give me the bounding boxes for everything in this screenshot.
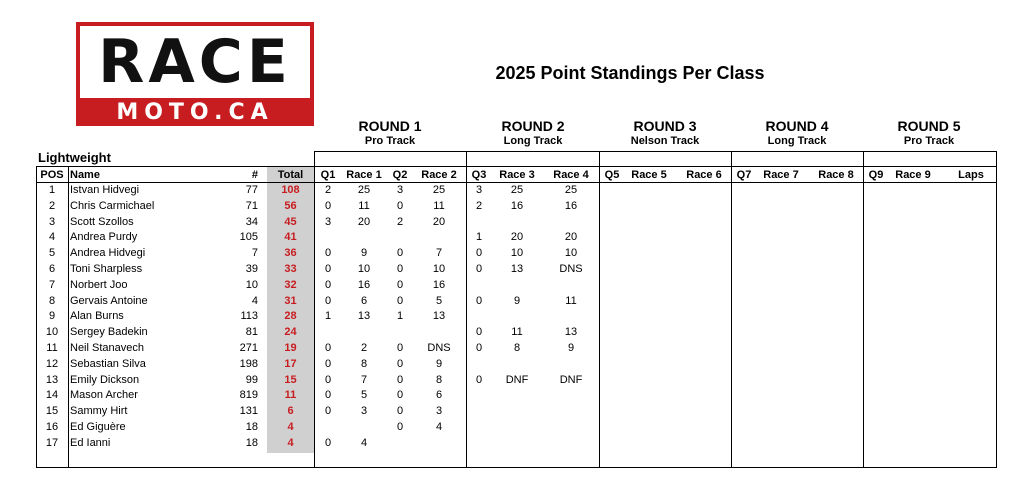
cell-total: 28 — [284, 310, 297, 323]
column-header: Laps — [958, 169, 984, 181]
cell-num: 18 — [245, 421, 258, 433]
cell-name: Sebastian Silva — [70, 357, 146, 370]
cell-q2: 0 — [396, 247, 404, 260]
cell-r1: 20 — [357, 215, 371, 228]
cell-total: 11 — [284, 389, 297, 402]
column-header: Race 4 — [553, 169, 589, 181]
cell-pos: 8 — [48, 294, 56, 307]
cell-r2: 7 — [435, 247, 443, 260]
cell-pos: 3 — [48, 215, 56, 228]
cell-total: 32 — [284, 278, 297, 291]
cell-r1: 2 — [360, 342, 368, 354]
round-track: Long Track — [503, 135, 563, 147]
cell-pos: 2 — [48, 199, 56, 212]
column-header: Race 6 — [686, 169, 722, 181]
cell-r1: 13 — [357, 310, 371, 323]
cell-r3: 13 — [510, 263, 524, 275]
cell-q1: 0 — [324, 373, 332, 386]
cell-r3: 10 — [510, 247, 524, 260]
cell-q1: 0 — [324, 199, 332, 212]
column-header: Q1 — [320, 169, 336, 181]
cell-r4: 25 — [564, 184, 578, 196]
cell-num: 4 — [251, 294, 258, 307]
round-label: ROUND 3 — [633, 118, 697, 134]
cell-num: 113 — [240, 310, 258, 323]
round-header — [859, 118, 999, 152]
cell-q1: 1 — [324, 310, 332, 323]
round-label: ROUND 5 — [897, 118, 961, 134]
cell-r3: 25 — [510, 184, 524, 196]
round-underline — [314, 151, 996, 152]
cell-name: Andrea Purdy — [70, 231, 138, 244]
round-divider — [731, 151, 732, 468]
cell-name: Mason Archer — [70, 389, 138, 402]
round-header — [727, 118, 867, 152]
column-header: Q7 — [736, 169, 752, 181]
cell-name: Sergey Badekin — [70, 326, 148, 339]
cell-r2: DNS — [427, 342, 451, 354]
cell-r2: 9 — [435, 357, 443, 370]
cell-q1: 0 — [324, 405, 332, 418]
cell-name: Scott Szollos — [70, 215, 134, 228]
column-header: Q2 — [392, 169, 408, 181]
cell-pos: 17 — [45, 436, 59, 449]
cell-q1: 0 — [324, 278, 332, 291]
cell-num: 18 — [245, 436, 258, 449]
cell-q2: 1 — [396, 310, 404, 323]
cell-q1: 0 — [324, 342, 332, 354]
cell-total: 6 — [287, 405, 294, 418]
page-title: 2025 Point Standings Per Class — [495, 63, 765, 83]
cell-pos: 12 — [45, 357, 59, 370]
cell-r1: 8 — [360, 357, 368, 370]
cell-q2: 0 — [396, 294, 404, 307]
round-divider — [863, 151, 864, 468]
cell-r1: 6 — [360, 294, 368, 307]
cell-total: 36 — [284, 247, 297, 260]
cell-pos: 4 — [48, 231, 56, 244]
cell-q1: 0 — [324, 294, 332, 307]
cell-total: 45 — [284, 215, 297, 228]
cell-pos: 10 — [45, 326, 59, 339]
cell-num: 819 — [239, 389, 258, 402]
round-label: ROUND 1 — [358, 118, 422, 134]
column-header: Q9 — [868, 169, 884, 181]
cell-num: 198 — [239, 357, 258, 370]
round-track: Long Track — [767, 135, 827, 147]
column-header: Race 8 — [818, 169, 854, 181]
cell-q2: 3 — [396, 184, 404, 196]
class-label: Lightweight — [38, 150, 111, 165]
cell-total: 108 — [281, 184, 300, 196]
cell-name: Chris Carmichael — [70, 199, 155, 212]
cell-num: 39 — [245, 263, 258, 275]
round-label: ROUND 2 — [501, 118, 565, 134]
cell-num: 10 — [245, 278, 258, 291]
cell-q1: 0 — [324, 247, 332, 260]
cell-r2: 11 — [433, 199, 445, 212]
cell-r4: DNS — [559, 263, 583, 275]
cell-r4: 20 — [564, 231, 578, 244]
cell-q3: 0 — [475, 326, 483, 339]
cell-pos: 15 — [45, 405, 59, 418]
column-header: # — [251, 169, 258, 181]
table-right-border — [996, 151, 997, 468]
round-track: Nelson Track — [630, 135, 700, 147]
cell-total: 31 — [284, 294, 297, 307]
round-track: Pro Track — [903, 135, 955, 147]
column-header: Race 7 — [763, 169, 799, 181]
round-header — [595, 118, 735, 152]
cell-r1: 10 — [357, 263, 371, 275]
cell-name: Norbert Joo — [70, 278, 128, 291]
cell-r3: 11 — [511, 326, 523, 339]
cell-r3: 8 — [513, 342, 521, 354]
cell-r2: 10 — [432, 263, 446, 275]
cell-q3: 0 — [475, 263, 483, 275]
logo-subword: MOTO.CA — [116, 100, 274, 125]
cell-r4: 13 — [564, 326, 578, 339]
cell-q2: 0 — [396, 421, 404, 433]
cell-r4: 11 — [565, 294, 577, 307]
cell-total: 19 — [284, 342, 297, 354]
column-header: Q5 — [604, 169, 620, 181]
cell-total: 17 — [284, 357, 297, 370]
cell-r2: 8 — [435, 373, 443, 386]
racemoto-logo — [76, 22, 314, 126]
cell-r1: 25 — [357, 184, 371, 196]
cell-r4: 9 — [567, 342, 575, 354]
cell-pos: 7 — [48, 278, 56, 291]
round-label: ROUND 4 — [765, 118, 829, 134]
cell-r4: 10 — [564, 247, 578, 260]
column-header: Race 1 — [346, 169, 382, 181]
cell-num: 34 — [245, 215, 258, 228]
table-top-border — [36, 166, 996, 167]
cell-r2: 20 — [432, 215, 446, 228]
cell-r2: 5 — [435, 294, 443, 307]
cell-name: Sammy Hirt — [70, 405, 128, 418]
cell-name: Neil Stanavech — [70, 342, 144, 354]
cell-r2: 13 — [432, 310, 446, 323]
cell-r1: 11 — [358, 199, 370, 212]
column-header: Race 9 — [895, 169, 931, 181]
cell-q3: 1 — [475, 231, 483, 244]
cell-r3: 16 — [510, 199, 524, 212]
cell-q2: 0 — [396, 278, 404, 291]
cell-pos: 14 — [45, 389, 59, 402]
cell-name: Andrea Hidvegi — [70, 247, 146, 260]
cell-q2: 2 — [396, 215, 404, 228]
cell-q1: 0 — [324, 357, 332, 370]
cell-num: 105 — [239, 231, 258, 244]
cell-r1: 16 — [357, 278, 371, 291]
round-divider — [314, 151, 315, 468]
cell-r2: 25 — [432, 184, 446, 196]
cell-q3: 0 — [475, 294, 483, 307]
cell-q1: 0 — [324, 389, 332, 402]
cell-r3: 9 — [513, 294, 521, 307]
round-track: Pro Track — [364, 135, 416, 147]
cell-q3: 0 — [475, 373, 483, 386]
logo-word: RACE — [98, 27, 292, 97]
cell-pos: 9 — [48, 310, 56, 323]
cell-name: Istvan Hidvegi — [70, 184, 140, 196]
cell-r1: 4 — [360, 436, 368, 449]
cell-name: Alan Burns — [70, 310, 124, 323]
table-bottom-border — [36, 467, 996, 468]
column-header: Q3 — [471, 169, 487, 181]
cell-q3: 0 — [475, 342, 483, 354]
cell-r2: 3 — [435, 405, 443, 418]
cell-q3: 3 — [475, 184, 483, 196]
cell-r2: 6 — [435, 389, 443, 402]
cell-q1: 3 — [324, 215, 332, 228]
cell-r1: 5 — [360, 389, 368, 402]
cell-r1: 3 — [360, 405, 368, 418]
cell-total: 56 — [284, 199, 297, 212]
cell-name: Gervais Antoine — [70, 294, 148, 307]
cell-num: 77 — [245, 184, 258, 196]
cell-r1: 9 — [360, 247, 368, 260]
round-divider — [466, 151, 467, 468]
cell-r1: 7 — [360, 373, 368, 386]
cell-name: Ed Giguère — [70, 421, 126, 433]
cell-total: 4 — [287, 421, 294, 433]
column-header: Name — [70, 169, 100, 181]
column-header: Race 3 — [499, 169, 535, 181]
cell-r4: DNF — [559, 373, 583, 386]
cell-total: 24 — [284, 326, 297, 339]
cell-pos: 1 — [48, 184, 56, 196]
cell-num: 271 — [239, 342, 258, 354]
column-header: Race 2 — [421, 169, 457, 181]
cell-num: 7 — [251, 247, 258, 260]
cell-pos: 5 — [48, 247, 56, 260]
cell-name: Emily Dickson — [70, 373, 140, 386]
cell-q3: 0 — [475, 247, 483, 260]
cell-q1: 0 — [324, 436, 332, 449]
cell-num: 71 — [245, 199, 258, 212]
cell-q2: 0 — [396, 405, 404, 418]
cell-r2: 4 — [435, 421, 443, 433]
cell-r3: DNF — [505, 373, 529, 386]
cell-q2: 0 — [396, 263, 404, 275]
cell-name: Toni Sharpless — [70, 263, 143, 275]
cell-pos: 11 — [46, 342, 58, 354]
cell-q1: 2 — [324, 184, 332, 196]
cell-name: Ed Ianni — [70, 436, 111, 449]
column-header: Race 5 — [631, 169, 667, 181]
round-header — [463, 118, 603, 152]
cell-q2: 0 — [396, 373, 404, 386]
cell-total: 4 — [287, 436, 294, 449]
cell-q2: 0 — [396, 389, 404, 402]
cell-q2: 0 — [396, 342, 404, 354]
cell-pos: 6 — [48, 263, 56, 275]
cell-q2: 0 — [396, 357, 404, 370]
cell-total: 33 — [284, 263, 297, 275]
round-divider — [599, 151, 600, 468]
pos-column-divider — [68, 166, 69, 468]
cell-r4: 16 — [564, 199, 578, 212]
column-header: POS — [40, 169, 64, 181]
cell-q3: 2 — [475, 199, 483, 212]
column-header: Total — [277, 169, 304, 181]
cell-pos: 13 — [45, 373, 59, 386]
cell-num: 81 — [245, 326, 258, 339]
table-left-border — [36, 166, 37, 468]
cell-num: 131 — [239, 405, 258, 418]
cell-q2: 0 — [396, 199, 404, 212]
cell-num: 99 — [245, 373, 258, 386]
cell-pos: 16 — [45, 421, 59, 433]
cell-r2: 16 — [432, 278, 446, 291]
cell-total: 15 — [284, 373, 297, 386]
round-header — [320, 118, 460, 152]
cell-total: 41 — [284, 231, 297, 244]
cell-r3: 20 — [510, 231, 524, 244]
cell-q1: 0 — [324, 263, 332, 275]
